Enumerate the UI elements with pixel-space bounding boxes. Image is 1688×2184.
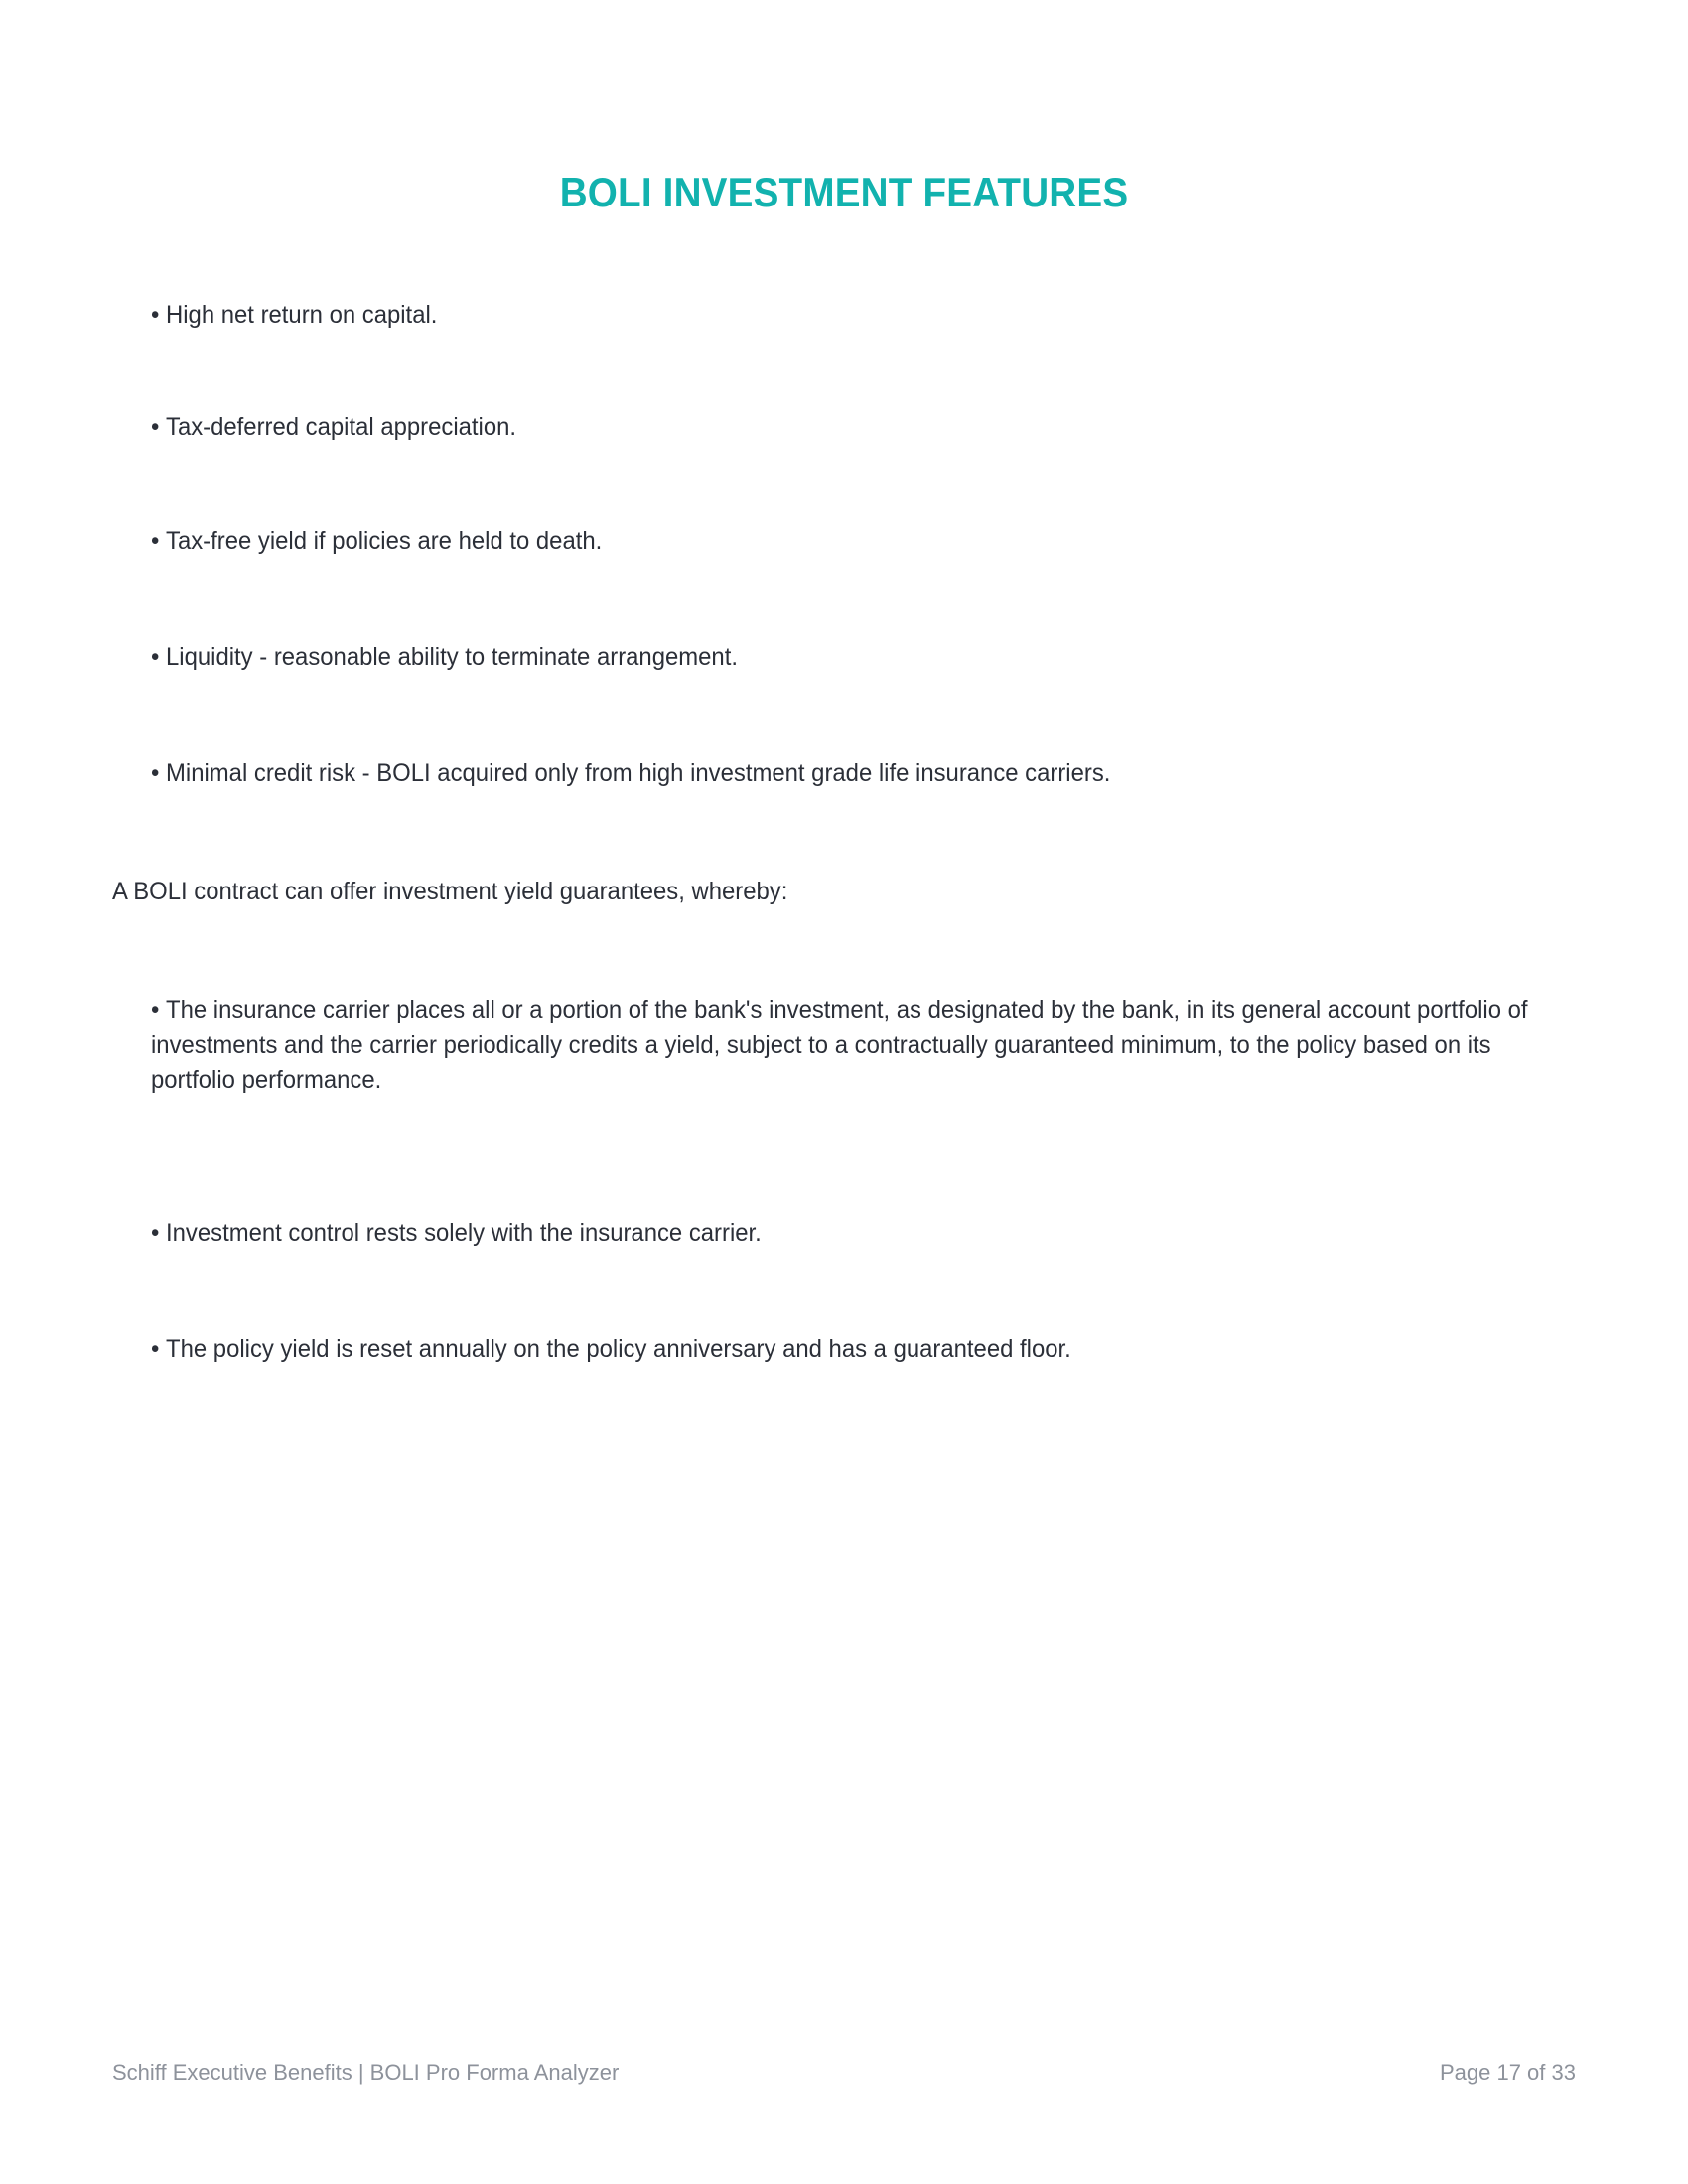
bullet-glyph: • <box>151 1219 160 1247</box>
bullet-text: Tax-free yield if policies are held to death. <box>166 527 603 555</box>
bullet-item <box>151 524 1535 560</box>
page-title: BOLI INVESTMENT FEATURES <box>559 169 1129 216</box>
footer-page-number: Page 17 of 33 <box>1439 2060 1576 2085</box>
bullet-text: High net return on capital. <box>166 301 438 329</box>
bullet-item <box>151 1332 1535 1368</box>
bullet-text: Minimal credit risk - BOLI acquired only from high investment grade life insurance carriers. <box>166 759 1111 787</box>
bullet-item <box>151 640 1535 676</box>
bullet-glyph: • <box>151 413 160 441</box>
bullet-glyph: • <box>151 527 160 555</box>
bullet-text: The policy yield is reset annually on the policy anniversary and has a guaranteed floor. <box>166 1335 1071 1363</box>
bullet-glyph: • <box>151 301 160 329</box>
bullet-item <box>151 993 1545 1099</box>
page-footer <box>112 2060 1576 2086</box>
bullet-text: Investment control rests solely with the insurance carrier. <box>166 1219 762 1247</box>
bullet-item <box>151 410 1535 446</box>
bullet-text: Liquidity - reasonable ability to terminate arrangement. <box>166 643 738 671</box>
bullet-glyph: • <box>151 759 160 787</box>
intro-paragraph: A BOLI contract can offer investment yield guarantees, whereby: <box>112 878 788 905</box>
bullet-item <box>151 298 1535 334</box>
bullet-glyph: • <box>151 1335 160 1363</box>
bullet-item <box>151 1216 1535 1252</box>
bullet-glyph: • <box>151 996 160 1024</box>
bullet-text: The insurance carrier places all or a portion of the bank's investment, as designated by the bank, in its general account portfolio of investments and the carrier periodically credits a yield, subject to a contractually guaranteed minimum, to the policy based on its portfolio performance. <box>151 996 1528 1094</box>
bullet-text: Tax-deferred capital appreciation. <box>166 413 517 441</box>
bullet-item <box>151 756 1535 792</box>
bullet-glyph: • <box>151 643 160 671</box>
footer-document-label: Schiff Executive Benefits | BOLI Pro Forma Analyzer <box>112 2060 620 2085</box>
